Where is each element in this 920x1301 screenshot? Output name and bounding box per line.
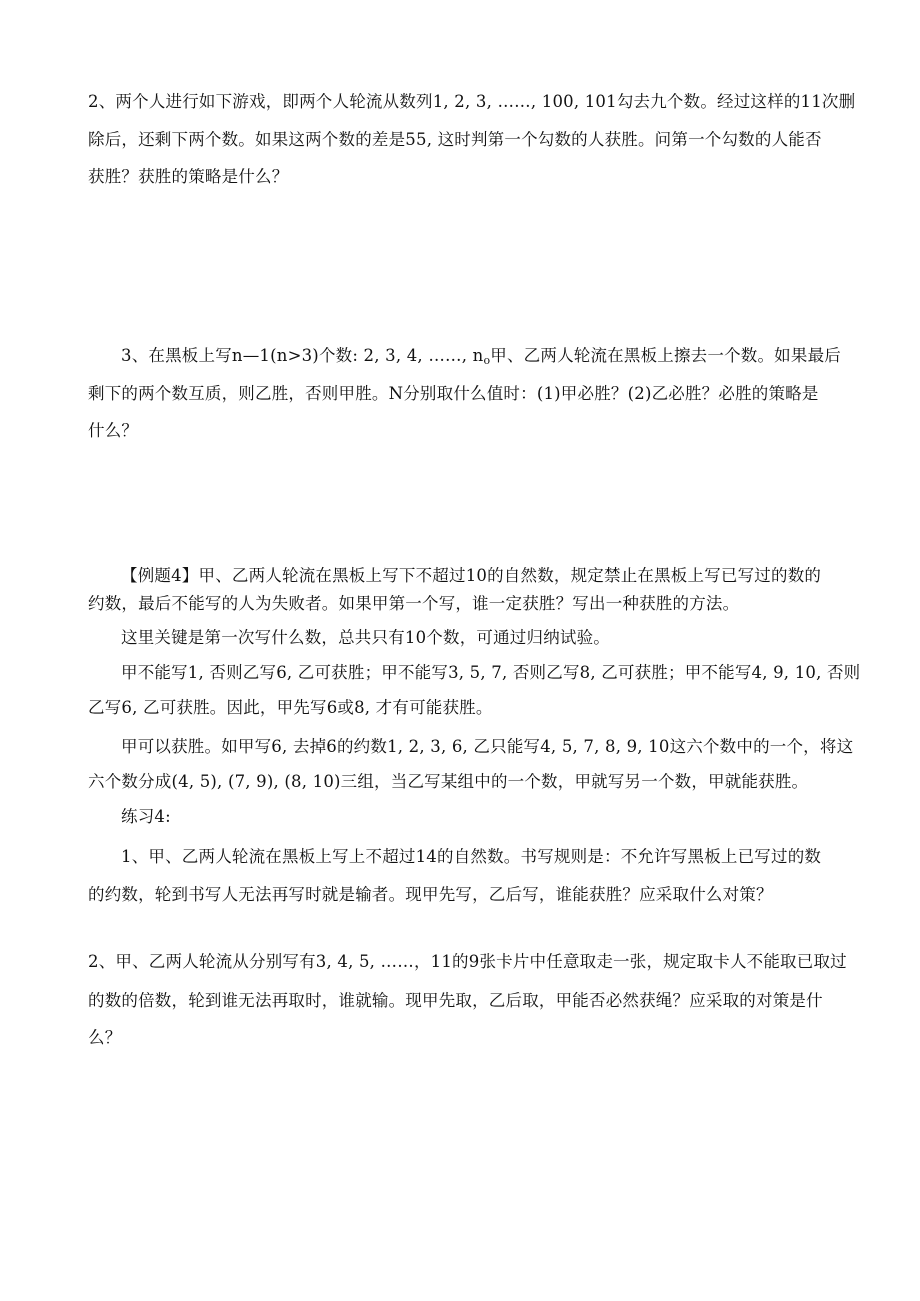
example-4-line-7: 六个数分成(4, 5), (7, 9), (8, 10)三组，当乙写某组中的一个数，甲就写另一个数，甲就能获胜。 <box>88 772 809 791</box>
problem-3-line-2: 剩下的两个数互质，则乙胜，否则甲胜。N分别取什么值时：(1)甲必胜？(2)乙必胜？必胜的策略是 <box>88 384 819 403</box>
problem-2-line-3: 获胜？获胜的策略是什么？ <box>88 167 289 186</box>
problem-2-line-2: 除后，还剩下两个数。如果这两个数的差是55, 这时判第一个勾数的人获胜。问第一个勾数的人能否 <box>88 130 822 149</box>
problem-3-line-1-text-a: 3、在黑板上写n—1(n>3)个数: 2, 3, 4, ……, n <box>121 346 484 365</box>
practice-4-title: 练习4: <box>121 807 171 826</box>
problem-2-line-1: 2、两个人进行如下游戏，即两个人轮流从数列1, 2, 3, ……, 100, 101勾去九个数。经过这样的11次删 <box>88 92 856 111</box>
practice-4-item-2-line-1: 2、甲、乙两人轮流从分别写有3, 4, 5, ……，11的9张卡片中任意取走一张，规定取卡人不能取已取过 <box>88 952 847 971</box>
example-4-line-1: 【例题4】甲、乙两人轮流在黑板上写下不超过10的自然数，规定禁止在黑板上写已写过的数的 <box>121 566 822 585</box>
problem-3-line-1-subscript: o <box>483 354 491 367</box>
practice-4-item-1-line-2: 的约数，轮到书写人无法再写时就是输者。现甲先写，乙后写，谁能获胜？应采取什么对策？ <box>88 885 773 904</box>
problem-3-line-1-text-b: 甲、乙两人轮流在黑板上擦去一个数。如果最后 <box>490 346 841 365</box>
example-4-line-4: 甲不能写1, 否则乙写6, 乙可获胜；甲不能写3, 5, 7, 否则乙写8, 乙可获胜；甲不能写4, 9, 10, 否则 <box>121 663 861 682</box>
practice-4-item-2-line-2: 的数的倍数，轮到谁无法再取时，谁就输。现甲先取，乙后取，甲能否必然获绳？应采取的对策是什 <box>88 991 823 1010</box>
problem-3-line-1 <box>121 345 841 372</box>
practice-4-item-1-line-1: 1、甲、乙两人轮流在黑板上写上不超过14的自然数。书写规则是：不允许写黑板上已写过的数 <box>121 847 822 866</box>
practice-4-item-2-line-3: 么？ <box>88 1028 122 1047</box>
example-4-line-2: 约数，最后不能写的人为失败者。如果甲第一个写，谁一定获胜？写出一种获胜的方法。 <box>88 594 740 613</box>
problem-3-line-3: 什么？ <box>88 421 139 440</box>
example-4-line-6: 甲可以获胜。如甲写6, 去掉6的约数1, 2, 3, 6, 乙只能写4, 5, 7, 8, 9, 10这六个数中的一个，将这 <box>121 737 854 756</box>
example-4-line-5: 乙写6, 乙可获胜。因此，甲先写6或8, 才有可能获胜。 <box>88 698 493 717</box>
example-4-line-3: 这里关键是第一次写什么数，总共只有10个数，可通过归纳试验。 <box>121 628 610 647</box>
